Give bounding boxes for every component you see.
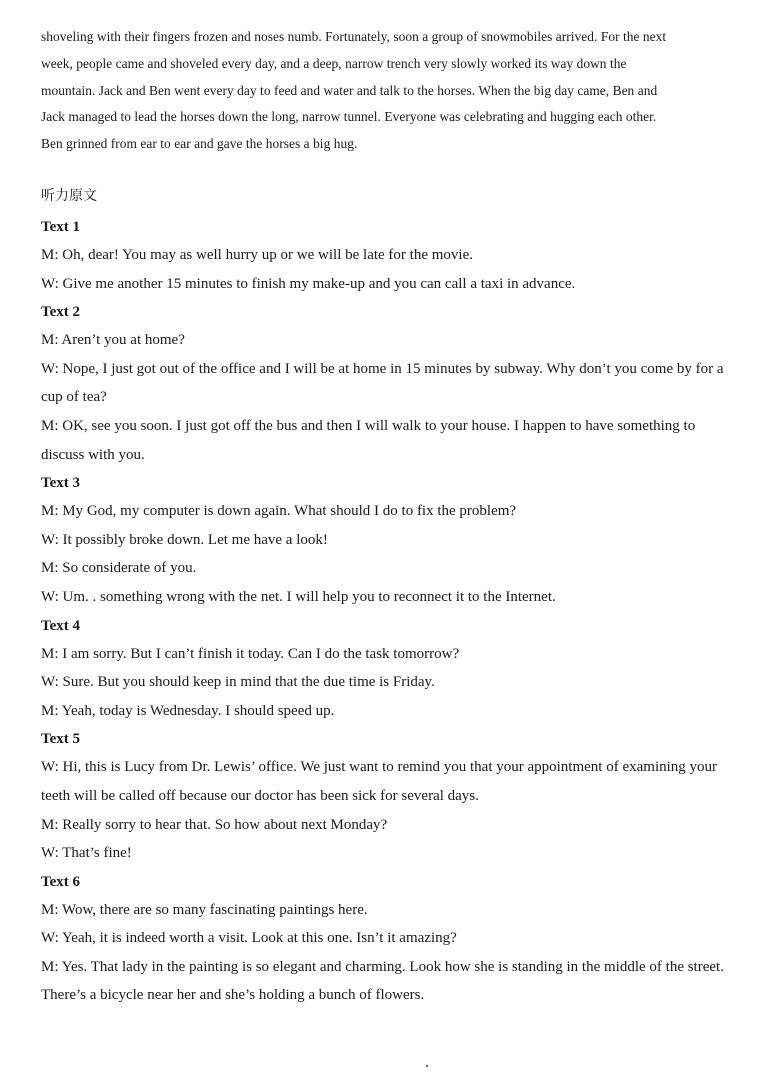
dialogue-line: M: Yes. That lady in the painting is so elegant and charming. Look how she is standing in the middle of the street. There’s a bicycle near her and she’s holding a bunch of flowers. xyxy=(41,958,724,1004)
text-block-1 xyxy=(41,213,741,298)
story-paragraph-text: shoveling with their fingers frozen and noses numb. Fortunately, soon a group of snowmobiles arrived. For the next week, people came and shoveled every day, and a deep, narrow trench very slowly worked its way down the mountain. Jack and Ben went every day to feed and water and talk to the horses. When the big day came, Ben and Jack managed to lead the horses down the long, narrow tunnel. Everyone was celebrating and hugging each other. Ben grinned from ear to ear and gave the horses a big hug. xyxy=(41,29,667,152)
dialogue-line: M: Really sorry to hear that. So how about next Monday? xyxy=(41,816,388,833)
text-heading: Text 3 xyxy=(41,475,81,492)
section-title: 听力原文 xyxy=(41,188,97,204)
text-heading: Text 2 xyxy=(41,304,81,321)
dialogue-line: W: Nope, I just got out of the office and I will be at home in 15 minutes by subway. Why don’t you come by for a cup of tea? xyxy=(41,360,724,406)
text-heading: Text 1 xyxy=(41,219,81,235)
text-block-3 xyxy=(41,469,741,611)
text-block-2 xyxy=(41,298,741,469)
dialogue-line: M: So considerate of you. xyxy=(41,560,197,577)
text-block-5 xyxy=(41,725,741,867)
dialogue-line: W: It possibly broke down. Let me have a look! xyxy=(41,531,328,548)
dialogue-line: W: Sure. But you should keep in mind that the due time is Friday. xyxy=(41,674,435,691)
dialogue-line: M: Aren’t you at home? xyxy=(41,332,185,349)
dialogue-line: M: OK, see you soon. I just got off the bus and then I will walk to your house. I happen to have something to discuss with you. xyxy=(41,417,696,463)
text-block-6 xyxy=(41,868,741,1010)
text-block-4 xyxy=(41,612,741,726)
dialogue-line: M: Wow, there are so many fascinating paintings here. xyxy=(41,901,368,918)
dialogue-line: W: That’s fine! xyxy=(41,845,132,862)
dialogue-line: M: Oh, dear! You may as well hurry up or we will be late for the movie. xyxy=(41,247,473,263)
dialogue-line: W: Hi, this is Lucy from Dr. Lewis’ office. We just want to remind you that your appointment of examining your teeth will be called off because our doctor has been sick for several days. xyxy=(41,759,718,804)
text-heading: Text 5 xyxy=(41,731,81,748)
story-paragraph xyxy=(41,24,681,158)
dialogue-line: M: I am sorry. But I can’t finish it today. Can I do the task tomorrow? xyxy=(41,645,460,662)
dialogue-line: W: Yeah, it is indeed worth a visit. Look at this one. Isn’t it amazing? xyxy=(41,930,457,947)
text-heading: Text 6 xyxy=(41,873,81,890)
dialogue-line: W: Give me another 15 minutes to finish my make-up and you can call a taxi in advance. xyxy=(41,275,576,292)
dialogue-line: W: Um. . something wrong with the net. I will help you to reconnect it to the Internet. xyxy=(41,588,556,605)
dialogue-line: M: My God, my computer is down again. What should I do to fix the problem? xyxy=(41,503,517,520)
dialogue-line: M: Yeah, today is Wednesday. I should speed up. xyxy=(41,702,335,719)
listening-transcript xyxy=(41,213,741,1010)
text-heading: Text 4 xyxy=(41,617,81,634)
page-mark xyxy=(426,1065,428,1067)
